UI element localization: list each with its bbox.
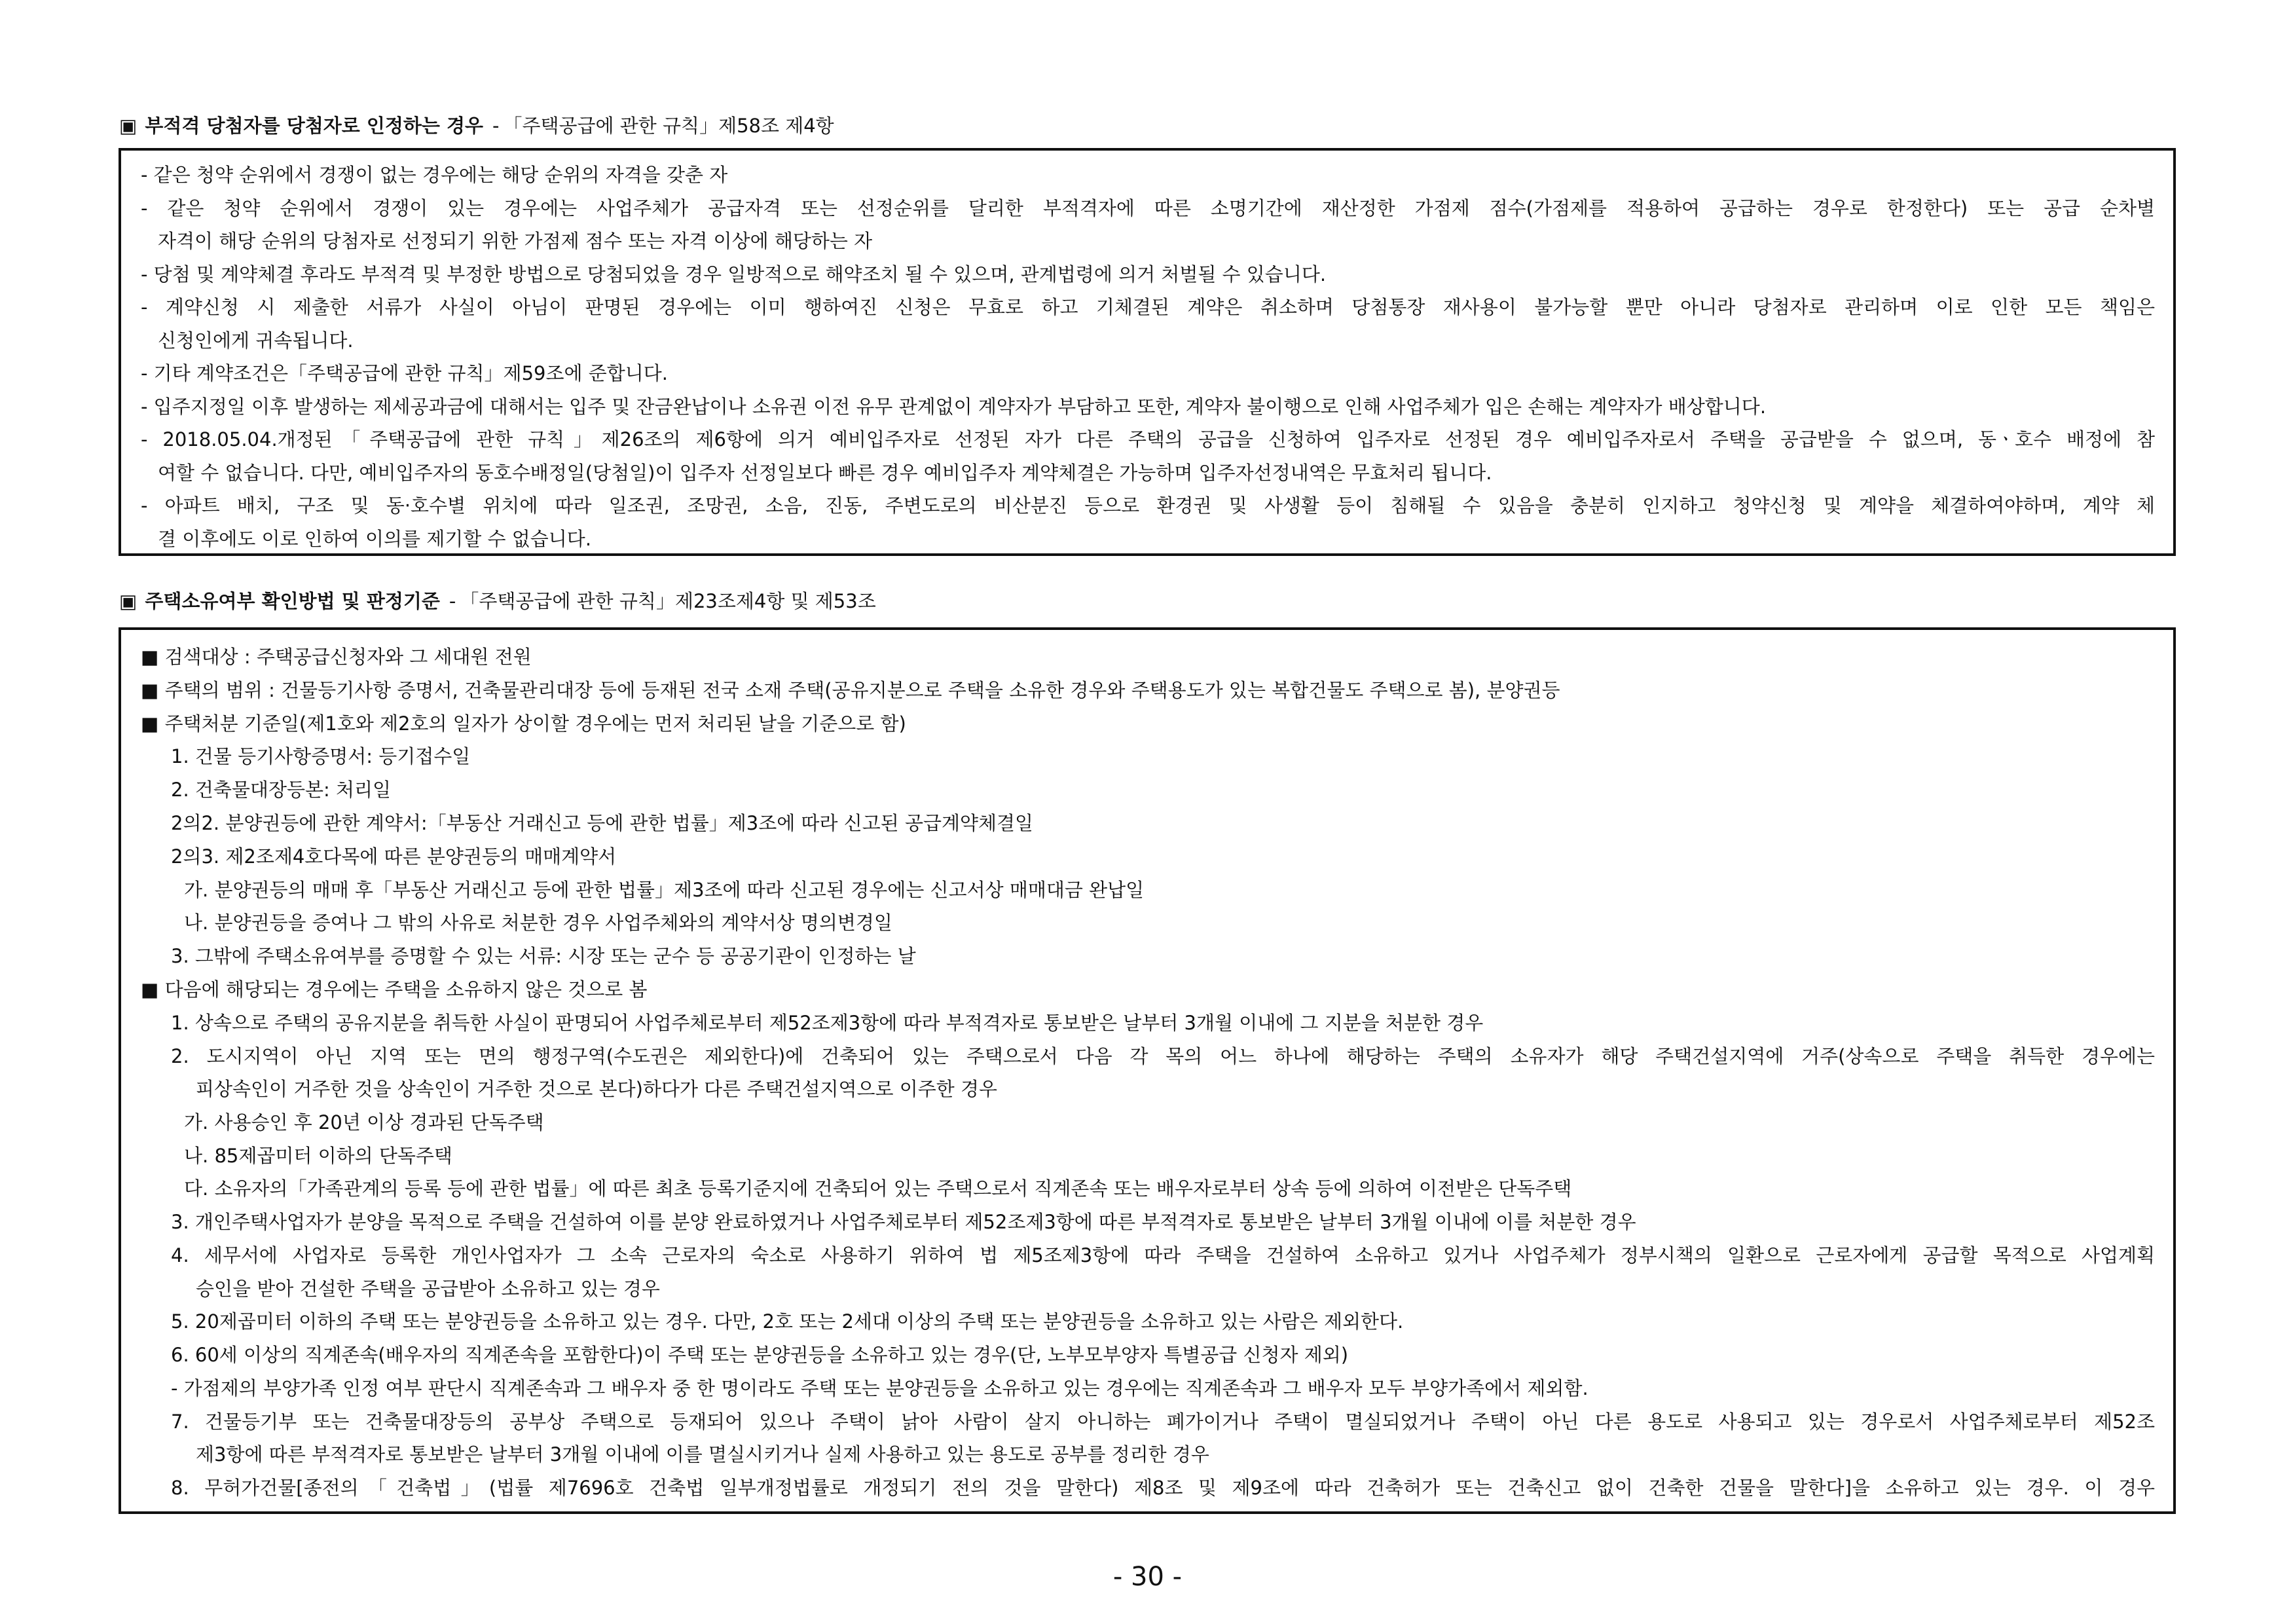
section2-line: 3. 그밖에 주택소유여부를 증명할 수 있는 서류: 시장 또는 군수 등 공공기관이 인정하는 날: [171, 945, 916, 968]
section2-line: 7. 건물등기부 또는 건축물대장등의 공부상 주택으로 등재되어 있으나 주택이 낡아 사람이 살지 아니하는 폐가이거나 주택이 멸실되었거나 주택이 아닌 다른 용도로 사용되고 있는 경우로서 사업주체로부터 제52조: [171, 1410, 2155, 1433]
section2-line: 나. 분양권등을 증여나 그 밖의 사유로 처분한 경우 사업주체와의 계약서상 명의변경일: [184, 912, 892, 934]
section1-line: - 기타 계약조건은「주택공급에 관한 규칙」제59조에 준합니다.: [141, 362, 668, 384]
section2-line: 2의2. 분양권등에 관한 계약서:「부동산 거래신고 등에 관한 법률」제3조에 따라 신고된 공급계약체결일: [171, 811, 1034, 834]
section1-line: - 계약신청 시 제출한 서류가 사실이 아님이 판명된 경우에는 이미 행하여진 신청은 무효로 하고 기체결된 계약은 취소하며 당첨통장 재사용이 불가능할 뿐만 아니라 당첨자로 관리하며 이로 인한 모든 책임은: [141, 296, 2155, 318]
section1-line: 결 이후에도 이로 인하여 이의를 제기할 수 없습니다.: [158, 527, 592, 550]
section2-line: ■ 주택처분 기준일(제1호와 제2호의 일자가 상이할 경우에는 먼저 처리된 날을 기준으로 함): [141, 712, 906, 735]
section1-line: 여할 수 없습니다. 다만, 예비입주자의 동호수배정일(당첨일)이 입주자 선정일보다 빠른 경우 예비입주자 계약체결은 가능하며 입주자선정내역은 무효처리 됩니다.: [158, 461, 1492, 484]
section2-reference: 「주택공급에 관한 규칙」제23조제4항 및 제53조: [460, 590, 876, 612]
section1-line: - 당첨 및 계약체결 후라도 부적격 및 부정한 방법으로 당첨되었을 경우 일방적으로 해약조치 될 수 있으며, 관계법령에 의거 처벌될 수 있습니다.: [141, 263, 1327, 286]
section2-line: 가. 사용승인 후 20년 이상 경과된 단독주택: [184, 1111, 544, 1134]
section2-separator: -: [449, 590, 456, 612]
section2-line: 2의3. 제2조제4호다목에 따른 분양권등의 매매계약서: [171, 845, 617, 868]
section2-box: [119, 627, 2176, 1514]
section1-line: - 아파트 배치, 구조 및 동·호수별 위치에 따라 일조권, 조망권, 소음, 진동, 주변도로의 비산분진 등으로 환경권 및 사생활 등이 침해될 수 있음을 충분히 인지하고 청약신청 및 계약을 체결하여야하며, 계약 체: [141, 494, 2155, 517]
section1-line: 신청인에게 귀속됩니다.: [158, 329, 354, 352]
section2-line: 6. 60세 이상의 직계존속(배우자의 직계존속을 포함한다)이 주택 또는 분양권등을 소유하고 있는 경우(단, 노부모부양자 특별공급 신청자 제외): [171, 1344, 1349, 1367]
section1-line: - 같은 청약 순위에서 경쟁이 없는 경우에는 해당 순위의 자격을 갖춘 자: [141, 164, 728, 186]
section2-line: 1. 상속으로 주택의 공유지분을 취득한 사실이 판명되어 사업주체로부터 제52조제3항에 따라 부적격자로 통보받은 날부터 3개월 이내에 그 지분을 처분한 경우: [171, 1011, 1484, 1034]
section2-line: ■ 다음에 해당되는 경우에는 주택을 소유하지 않은 것으로 봄: [141, 978, 648, 1001]
section1-mark: ▣: [119, 115, 138, 137]
section1-line: - 같은 청약 순위에서 경쟁이 있는 경우에는 사업주체가 공급자격 또는 선정순위를 달리한 부적격자에 따른 소명기간에 재산정한 가점제 점수(가점제를 적용하여 공급하는 경우로 한정한다) 또는 공급 순차별: [141, 196, 2155, 219]
section2-line: - 가점제의 부양가족 인정 여부 판단시 직계존속과 그 배우자 중 한 명이라도 주택 또는 분양권등을 소유하고 있는 경우에는 직계존속과 그 배우자 모두 부양가족에서 제외함.: [171, 1376, 1588, 1399]
section2-line: 8. 무허가건물[종전의「건축법」(법률 제7696호 건축법 일부개정법률로 개정되기 전의 것을 말한다) 제8조 및 제9조에 따라 건축허가 또는 건축신고 없이 건축한 건물을 말한다]을 소유하고 있는 경우. 이 경우: [171, 1477, 2155, 1500]
section2-line: 3. 개인주택사업자가 분양을 목적으로 주택을 건설하여 이를 분양 완료하였거나 사업주체로부터 제52조제3항에 따른 부적격자로 통보받은 날부터 3개월 이내에 이를 처분한 경우: [171, 1211, 1636, 1234]
section2-line: 5. 20제곱미터 이하의 주택 또는 분양권등을 소유하고 있는 경우. 다만, 2호 또는 2세대 이상의 주택 또는 분양권등을 소유하고 있는 사람은 제외한다.: [171, 1310, 1404, 1333]
section1-line: 자격이 해당 순위의 당첨자로 선정되기 위한 가점제 점수 또는 자격 이상에 해당하는 자: [158, 230, 873, 252]
section2-mark: ▣: [119, 590, 138, 612]
section2-line: 승인을 받아 건설한 주택을 공급받아 소유하고 있는 경우: [196, 1277, 660, 1300]
page-number: - 30 -: [1112, 1562, 1183, 1592]
section1-separator: -: [492, 115, 500, 137]
section2-line: 다. 소유자의「가족관계의 등록 등에 관한 법률」에 따른 최초 등록기준지에 건축되어 있는 주택으로서 직계존속 또는 배우자로부터 상속 등에 의하여 이전받은 단독주택: [184, 1177, 1572, 1200]
section1-line: - 2018.05.04.개정된「주택공급에 관한 규칙」제26조의 제6항에 의거 예비입주자로 선정된 자가 다른 주택의 공급을 신청하여 입주자로 선정된 경우 예비입주자로서 주택을 공급받을 수 없으며, 동ㆍ호수 배정에 참: [141, 428, 2155, 451]
section2-line: ■ 주택의 범위 : 건물등기사항 증명서, 건축물관리대장 등에 등재된 전국 소재 주택(공유지분으로 주택을 소유한 경우와 주택용도가 있는 복합건물도 주택으로 봄), 분양권등: [141, 678, 1560, 701]
section2-line: 1. 건물 등기사항증명서: 등기접수일: [171, 745, 471, 768]
section2-line: 2. 도시지역이 아닌 지역 또는 면의 행정구역(수도권은 제외한다)에 건축되어 있는 주택으로서 다음 각 목의 어느 하나에 해당하는 주택의 소유자가 해당 주택건설지역에 거주(상속으로 주택을 취득한 경우에는: [171, 1044, 2155, 1067]
section1-reference: 「주택공급에 관한 규칙」제58조 제4항: [503, 115, 834, 137]
section1-line: - 입주지정일 이후 발생하는 제세공과금에 대해서는 입주 및 잔금완납이나 소유권 이전 유무 관계없이 계약자가 부담하고 또한, 계약자 불이행으로 인해 사업주체가 입은 손해는 계약자가 배상합니다.: [141, 395, 1767, 418]
section1-title: 부적격 당첨자를 당첨자로 인정하는 경우: [145, 115, 484, 137]
section2-title: 주택소유여부 확인방법 및 판정기준: [145, 590, 440, 612]
section2-line: 4. 세무서에 사업자로 등록한 개인사업자가 그 소속 근로자의 숙소로 사용하기 위하여 법 제5조제3항에 따라 주택을 건설하여 소유하고 있거나 사업주체가 정부시책의 일환으로 근로자에게 공급할 목적으로 사업계획: [171, 1244, 2155, 1267]
section2-line: 피상속인이 거주한 것을 상속인이 거주한 것으로 본다)하다가 다른 주택건설지역으로 이주한 경우: [196, 1078, 998, 1101]
section2-line: 가. 분양권등의 매매 후「부동산 거래신고 등에 관한 법률」제3조에 따라 신고된 경우에는 신고서상 매매대금 완납일: [184, 878, 1145, 901]
section1-heading: [119, 113, 834, 139]
section2-line: ■ 검색대상 : 주택공급신청자와 그 세대원 전원: [141, 646, 532, 668]
section2-heading: [119, 588, 876, 614]
section2-line: 나. 85제곱미터 이하의 단독주택: [184, 1144, 452, 1167]
section1-box: [119, 148, 2176, 556]
section2-line: 2. 건축물대장등본: 처리일: [171, 779, 392, 802]
section2-line: 제3항에 따른 부적격자로 통보받은 날부터 3개월 이내에 이를 멸실시키거나 실제 사용하고 있는 용도로 공부를 정리한 경우: [196, 1443, 1209, 1466]
